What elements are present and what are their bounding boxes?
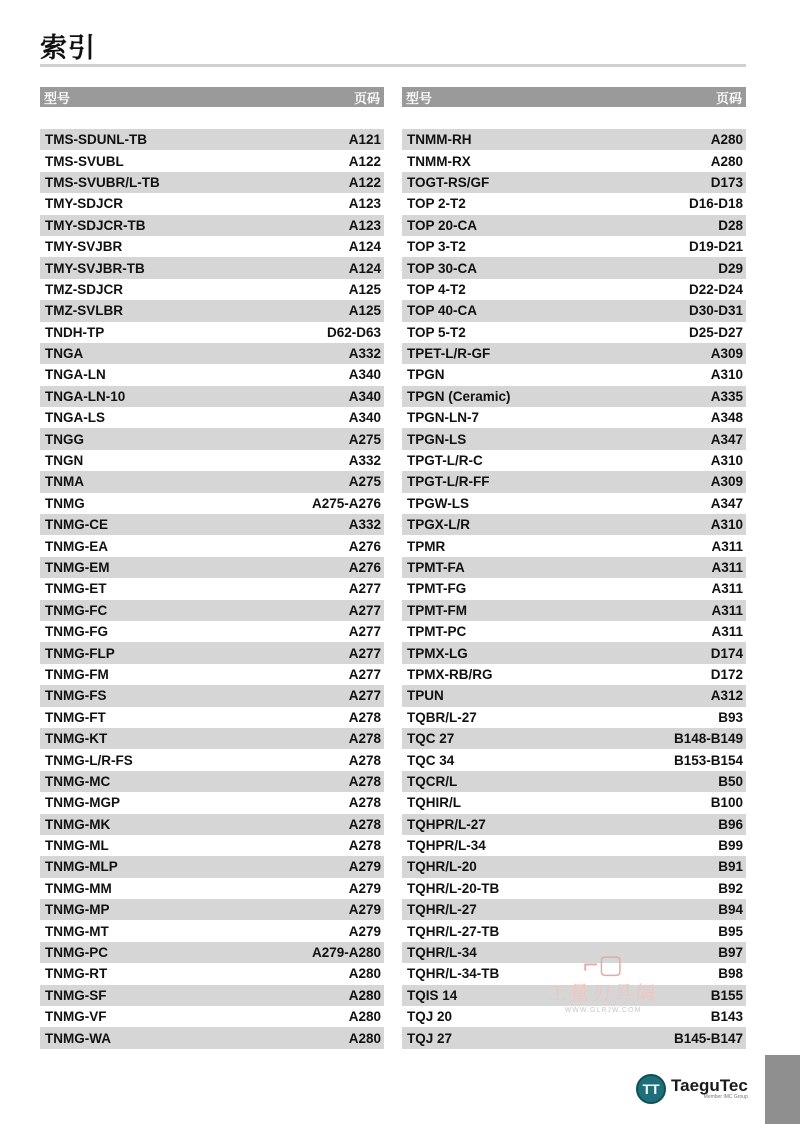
page-header: 页码 <box>353 91 380 107</box>
table-row <box>40 322 384 343</box>
brand-logo <box>636 1074 748 1104</box>
page-cell: A279-A280 <box>311 945 381 961</box>
table-row <box>40 300 384 321</box>
page-cell: B50 <box>718 773 743 789</box>
model-cell: TQJ 20 <box>407 1009 453 1025</box>
page-cell: A123 <box>348 196 381 212</box>
table-row <box>40 557 384 578</box>
model-cell: TMY-SVJBR-TB <box>45 260 145 276</box>
page-cell: A277 <box>348 602 381 618</box>
index-column-left <box>40 87 384 1049</box>
table-row <box>402 150 746 171</box>
table-row <box>402 364 746 385</box>
page-cell: A311 <box>711 624 743 640</box>
model-cell: TPGN-LN-7 <box>407 410 479 426</box>
table-row <box>40 493 384 514</box>
table-row <box>40 856 384 877</box>
page-cell: A280 <box>710 132 743 148</box>
table-row <box>402 300 746 321</box>
model-cell: TNMG <box>45 495 85 511</box>
table-row <box>40 172 384 193</box>
table-row <box>40 364 384 385</box>
page-cell: A277 <box>348 645 381 661</box>
model-cell: TNMG-MGP <box>45 795 120 811</box>
model-cell: TPMR <box>407 538 446 554</box>
page-cell: B93 <box>718 709 743 725</box>
watermark <box>538 950 668 1014</box>
page-cell: A277 <box>348 688 381 704</box>
page-cell: A278 <box>348 731 381 747</box>
table-row <box>402 215 746 236</box>
column-header <box>40 87 384 107</box>
model-cell: TOP 2-T2 <box>407 196 466 212</box>
model-cell: TNMG-FG <box>45 624 108 640</box>
page-cell: A277 <box>348 624 381 640</box>
model-cell: TNMM-RH <box>407 132 472 148</box>
table-row <box>40 236 384 257</box>
table-row <box>40 1027 384 1048</box>
table-row <box>40 450 384 471</box>
column-header <box>402 87 746 107</box>
page-cell: A278 <box>348 709 381 725</box>
model-cell: TNMG-FS <box>45 688 107 704</box>
model-cell: TPMT-PC <box>407 624 467 640</box>
table-row <box>402 835 746 856</box>
table-row <box>40 386 384 407</box>
page-cell: D29 <box>718 260 743 276</box>
model-cell: TOP 40-CA <box>407 303 478 319</box>
model-cell: TNMG-MM <box>45 880 112 896</box>
table-row <box>40 129 384 150</box>
model-cell: TOP 4-T2 <box>407 281 466 297</box>
model-cell: TNMM-RX <box>407 153 471 169</box>
page-cell: A276 <box>348 538 381 554</box>
page-cell: A347 <box>710 431 743 447</box>
page-cell: A348 <box>710 410 743 426</box>
table-row <box>402 814 746 835</box>
table-row <box>402 728 746 749</box>
model-cell: TMS-SVUBR/L-TB <box>45 174 160 190</box>
model-cell: TOP 3-T2 <box>407 239 466 255</box>
page-cell: A278 <box>348 838 381 854</box>
page-cell: A277 <box>348 581 381 597</box>
title-divider <box>40 64 746 67</box>
page-cell: A123 <box>348 217 381 233</box>
table-row <box>40 985 384 1006</box>
model-cell: TOP 30-CA <box>407 260 478 276</box>
table-row <box>402 172 746 193</box>
page-cell: A124 <box>348 260 381 276</box>
table-row <box>402 236 746 257</box>
model-cell: TQHR/L-34 <box>407 945 477 961</box>
model-cell: TNMG-RT <box>45 966 108 982</box>
model-cell: TQHR/L-34-TB <box>407 966 500 982</box>
table-row <box>40 835 384 856</box>
page-cell: A275 <box>348 474 381 490</box>
model-cell: TMZ-SDJCR <box>45 281 123 297</box>
page-cell: A276 <box>348 560 381 575</box>
model-cell: TPMT-FG <box>407 581 467 597</box>
table-row <box>402 386 746 407</box>
model-cell: TQJ 27 <box>407 1030 453 1046</box>
model-cell: TNMG-FM <box>45 666 109 682</box>
model-cell: TMS-SVUBL <box>45 153 124 169</box>
page-header: 页码 <box>715 91 742 107</box>
page-cell: A332 <box>348 453 381 469</box>
page-cell: A277 <box>348 666 381 682</box>
table-row <box>402 578 746 599</box>
model-cell: TNMA <box>45 474 84 490</box>
page-cell: A280 <box>348 1009 381 1025</box>
page-cell: B91 <box>718 859 743 875</box>
table-row <box>40 920 384 941</box>
table-row <box>402 257 746 278</box>
table-row <box>40 600 384 621</box>
model-cell: TPET-L/R-GF <box>407 346 491 362</box>
model-cell: TNMG-CE <box>45 517 108 533</box>
page-cell: A309 <box>710 474 743 490</box>
model-cell: TPMT-FA <box>407 560 465 575</box>
table-row <box>402 621 746 642</box>
page-cell: B100 <box>710 795 743 811</box>
page-title: 索引 <box>40 33 96 64</box>
page-cell: A125 <box>348 303 381 319</box>
table-row <box>40 279 384 300</box>
model-cell: TPGW-LS <box>407 495 469 511</box>
page-cell: D172 <box>710 666 743 682</box>
page-cell: A335 <box>710 388 743 404</box>
table-row <box>40 942 384 963</box>
model-cell: TQC 27 <box>407 731 455 747</box>
page-cell: A311 <box>711 560 743 575</box>
model-cell: TNMG-KT <box>45 731 108 747</box>
table-row <box>402 493 746 514</box>
model-cell: TQC 34 <box>407 752 455 768</box>
table-row <box>402 322 746 343</box>
page-cell: A278 <box>348 816 381 832</box>
table-row <box>402 450 746 471</box>
model-cell: TQHIR/L <box>407 795 461 811</box>
model-cell: TNGA-LN-10 <box>45 388 126 404</box>
table-row <box>402 600 746 621</box>
table-row <box>402 514 746 535</box>
table-row <box>402 749 746 770</box>
model-cell: TQHR/L-20 <box>407 859 477 875</box>
page-cell: A311 <box>711 581 743 597</box>
watermark-url: WWW.GLRJW.COM <box>564 1007 642 1014</box>
table-row <box>40 193 384 214</box>
page-cell: A124 <box>348 239 381 255</box>
model-cell: TMS-SDUNL-TB <box>45 132 147 148</box>
page-cell: A279 <box>348 859 381 875</box>
table-row <box>40 664 384 685</box>
page-cell: B98 <box>718 966 743 982</box>
table-row <box>402 899 746 920</box>
page-cell: A280 <box>348 1030 381 1046</box>
index-column-right <box>402 87 746 1049</box>
table-row <box>40 257 384 278</box>
model-cell: TOP 20-CA <box>407 217 478 233</box>
table-row <box>402 557 746 578</box>
page-cell: A279 <box>348 923 381 939</box>
page-cell: A280 <box>710 153 743 169</box>
table-row <box>402 535 746 556</box>
page-cell: A122 <box>348 153 381 169</box>
brand-name: TaeguTec <box>671 1075 748 1095</box>
model-cell: TNMG-MT <box>45 923 109 939</box>
model-cell: TNMG-MK <box>45 816 111 832</box>
page-cell: D19-D21 <box>688 239 743 255</box>
model-cell: TOP 5-T2 <box>407 324 466 340</box>
page-cell: D174 <box>710 645 743 661</box>
table-row <box>40 514 384 535</box>
table-row <box>402 343 746 364</box>
model-cell: TNMG-MC <box>45 773 111 789</box>
model-cell: TNMG-MLP <box>45 859 118 875</box>
page-cell: A311 <box>711 602 743 618</box>
model-cell: TMY-SVJBR <box>45 239 123 255</box>
page-cell: D16-D18 <box>688 196 743 212</box>
model-cell: TQHPR/L-34 <box>407 838 486 854</box>
model-cell: TNMG-VF <box>45 1009 107 1025</box>
watermark-text: 工量刃具網 <box>547 982 658 1004</box>
page-cell: D25-D27 <box>688 324 743 340</box>
table-row <box>402 856 746 877</box>
model-cell: TNGG <box>45 431 84 447</box>
index-list-right <box>402 129 746 1049</box>
taegutec-logo-icon: TT <box>636 1074 666 1104</box>
page-cell: D62-D63 <box>326 324 381 340</box>
page-cell: A275 <box>348 431 381 447</box>
page-cell: A340 <box>348 410 381 426</box>
model-cell: TNMG-ET <box>45 581 107 597</box>
model-cell: TPMX-RB/RG <box>407 666 493 682</box>
page-cell: A332 <box>348 517 381 533</box>
model-cell: TNMG-WA <box>45 1030 111 1046</box>
page-cell: A310 <box>710 453 743 469</box>
table-row <box>40 215 384 236</box>
page-cell: B96 <box>718 816 743 832</box>
page-cell: A280 <box>348 987 381 1003</box>
model-cell: TMY-SDJCR-TB <box>45 217 146 233</box>
model-cell: TQHR/L-27 <box>407 902 477 918</box>
model-cell: TQHR/L-27-TB <box>407 923 500 939</box>
table-row <box>40 428 384 449</box>
page-cell: B92 <box>718 880 743 896</box>
page-cell: B148-B149 <box>673 731 743 747</box>
model-header: 型号 <box>406 91 433 107</box>
model-cell: TMZ-SVLBR <box>45 303 123 319</box>
model-cell: TNMG-ML <box>45 838 109 854</box>
table-row <box>40 471 384 492</box>
table-row <box>402 471 746 492</box>
table-row <box>40 343 384 364</box>
table-row <box>40 407 384 428</box>
page-cell: A340 <box>348 388 381 404</box>
table-row <box>402 664 746 685</box>
model-cell: TQHPR/L-27 <box>407 816 486 832</box>
model-cell: TPMT-FM <box>407 602 467 618</box>
model-cell: TNMG-FLP <box>45 645 115 661</box>
table-row <box>402 1027 746 1048</box>
page-cell: B155 <box>710 987 743 1003</box>
table-row <box>40 621 384 642</box>
side-tab <box>765 1055 800 1124</box>
page-cell: A347 <box>710 495 743 511</box>
model-cell: TNMG-MP <box>45 902 110 918</box>
page-cell: B97 <box>718 945 743 961</box>
table-row <box>402 428 746 449</box>
page-cell: A278 <box>348 773 381 789</box>
table-row <box>40 1006 384 1027</box>
model-cell: TPMX-LG <box>407 645 468 661</box>
table-row <box>402 771 746 792</box>
model-cell: TNMG-FC <box>45 602 108 618</box>
model-cell: TNMG-PC <box>45 945 108 961</box>
model-cell: TQCR/L <box>407 773 458 789</box>
page-cell: A278 <box>348 795 381 811</box>
page-cell: A310 <box>710 517 743 533</box>
page-cell: B143 <box>710 1009 743 1025</box>
table-row <box>40 749 384 770</box>
model-cell: TQIS 14 <box>407 987 458 1003</box>
table-row <box>402 279 746 300</box>
page-cell: A279 <box>348 880 381 896</box>
model-cell: TNMG-SF <box>45 987 107 1003</box>
model-cell: TNGA-LS <box>45 410 105 426</box>
model-cell: TNMG-FT <box>45 709 106 725</box>
table-row <box>40 642 384 663</box>
table-row <box>40 899 384 920</box>
model-cell: TPGN (Ceramic) <box>407 388 511 404</box>
model-cell: TOGT-RS/GF <box>407 174 490 190</box>
page-cell: D22-D24 <box>688 281 743 297</box>
model-cell: TNMG-EM <box>45 560 110 575</box>
page-cell: A332 <box>348 346 381 362</box>
model-cell: TPGN <box>407 367 445 383</box>
table-row <box>402 129 746 150</box>
table-row <box>402 707 746 728</box>
brand-tagline: Member IMC Group <box>703 1093 748 1100</box>
table-row <box>402 407 746 428</box>
page-cell: A280 <box>348 966 381 982</box>
table-row <box>40 707 384 728</box>
page-cell: A311 <box>711 538 743 554</box>
table-row <box>40 792 384 813</box>
model-cell: TPGX-L/R <box>407 517 470 533</box>
model-cell: TNDH-TP <box>45 324 105 340</box>
table-row <box>40 150 384 171</box>
page-cell: B153-B154 <box>673 752 743 768</box>
page-cell: D30-D31 <box>688 303 743 319</box>
page-cell: A278 <box>348 752 381 768</box>
table-row <box>402 878 746 899</box>
model-cell: TNMG-L/R-FS <box>45 752 133 768</box>
model-cell: TNMG-EA <box>45 538 108 554</box>
table-row <box>40 814 384 835</box>
watermark-logo-icon: ⌐▢ <box>583 949 623 979</box>
table-row <box>402 642 746 663</box>
page-cell: A279 <box>348 902 381 918</box>
table-row <box>402 920 746 941</box>
model-cell: TQBR/L-27 <box>407 709 477 725</box>
table-row <box>40 728 384 749</box>
page-cell: B94 <box>718 902 743 918</box>
table-row <box>402 685 746 706</box>
page-cell: A312 <box>710 688 743 704</box>
model-cell: TQHR/L-20-TB <box>407 880 500 896</box>
table-row <box>40 878 384 899</box>
page-cell: A310 <box>710 367 743 383</box>
page-cell: A275-A276 <box>311 495 381 511</box>
index-list-left <box>40 129 384 1049</box>
page-cell: B145-B147 <box>673 1030 743 1046</box>
model-cell: TNGA-LN <box>45 367 106 383</box>
page-cell: A121 <box>348 132 381 148</box>
model-header: 型号 <box>44 91 71 107</box>
table-row <box>402 792 746 813</box>
model-cell: TNGN <box>45 453 84 469</box>
model-cell: TMY-SDJCR <box>45 196 124 212</box>
model-cell: TPGN-LS <box>407 431 467 447</box>
page-cell: D173 <box>710 174 743 190</box>
page-cell: A125 <box>348 281 381 297</box>
page-cell: A309 <box>710 346 743 362</box>
model-cell: TPGT-L/R-C <box>407 453 483 469</box>
table-row <box>402 193 746 214</box>
table-row <box>40 535 384 556</box>
page-cell: D28 <box>718 217 743 233</box>
page-cell: B99 <box>718 838 743 854</box>
table-row <box>40 771 384 792</box>
model-cell: TNGA <box>45 346 84 362</box>
table-row <box>40 578 384 599</box>
page-cell: B95 <box>718 923 743 939</box>
table-row <box>40 685 384 706</box>
model-cell: TPGT-L/R-FF <box>407 474 490 490</box>
page-cell: A340 <box>348 367 381 383</box>
model-cell: TPUN <box>407 688 444 704</box>
page-cell: A122 <box>348 174 381 190</box>
table-row <box>40 963 384 984</box>
